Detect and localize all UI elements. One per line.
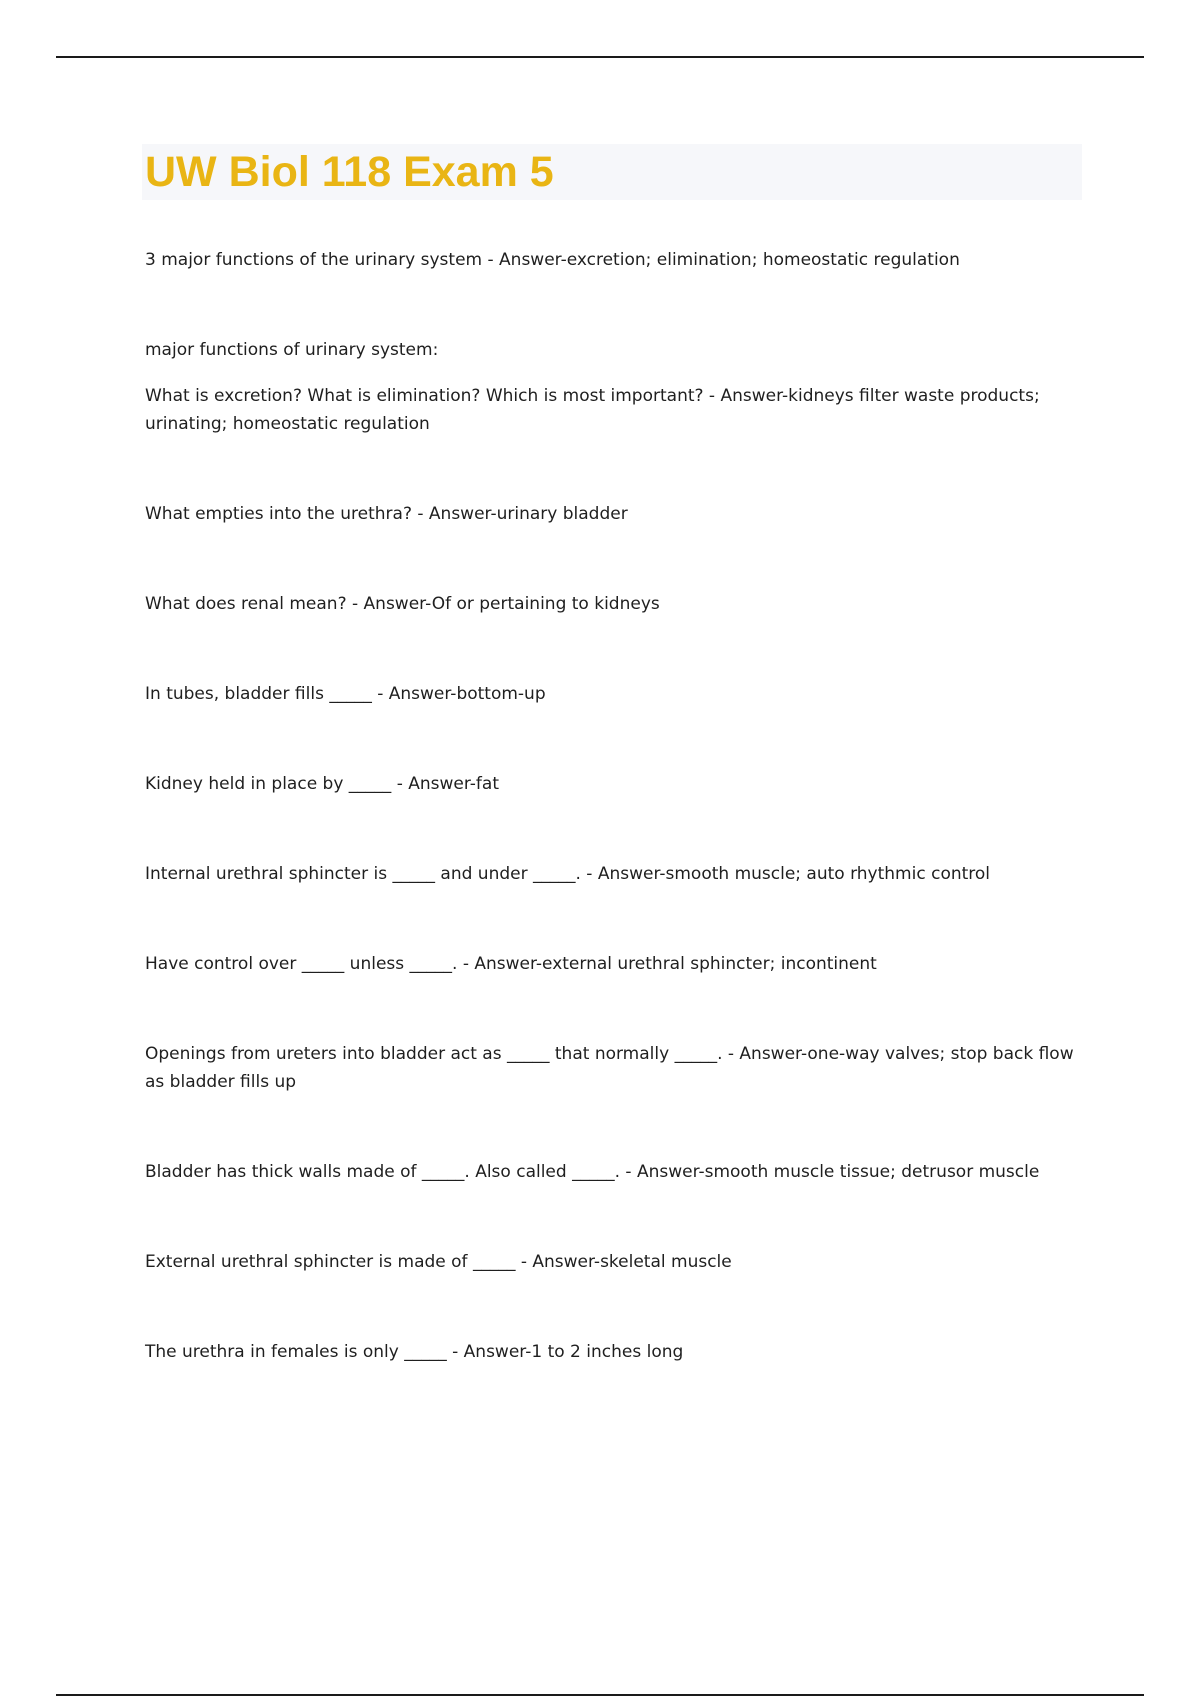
question-text: 3 major functions of the urinary system (145, 250, 483, 270)
answer-text: urinary bladder (496, 504, 628, 524)
qa-item (145, 1248, 1085, 1276)
question-text: Have control over _____ unless _____. (145, 954, 458, 974)
document-body (145, 246, 1085, 1428)
question-text: External urethral sphincter is made of _____ (145, 1252, 516, 1272)
answer-text: skeletal muscle (600, 1252, 732, 1272)
question-text: Internal urethral sphincter is _____ and under _____. (145, 864, 581, 884)
answer-separator: - Answer- (703, 386, 789, 406)
question-text: What is excretion? What is elimination? Which is most important? (145, 386, 704, 406)
qa-item (145, 770, 1085, 798)
qa-item (145, 1158, 1085, 1186)
answer-text: 1 to 2 inches long (531, 1342, 684, 1362)
answer-text: one-way valves; stop back flow as bladder fills up (145, 1044, 1074, 1092)
answer-separator: - Answer- (457, 954, 543, 974)
header-rule (56, 56, 1144, 58)
question-text: Openings from ureters into bladder act as _____ that normally _____. (145, 1044, 723, 1064)
answer-separator: - Answer- (346, 594, 432, 614)
answer-separator: - Answer- (482, 250, 567, 270)
answer-text: bottom-up (456, 684, 546, 704)
qa-item (145, 246, 1085, 274)
qa-item (145, 590, 1085, 618)
answer-text: kidneys filter waste products; urinating; homeostatic regulation (145, 386, 1040, 434)
answer-separator: - Answer- (371, 684, 457, 704)
answer-separator: - Answer- (620, 1162, 705, 1182)
answer-separator: - Answer- (580, 864, 666, 884)
qa-item (145, 680, 1085, 708)
answer-text: external urethral sphincter; incontinent (542, 954, 877, 974)
question-text: What empties into the urethra? (145, 504, 412, 524)
qa-item (145, 382, 1085, 438)
question-text: The urethra in females is only _____ (145, 1342, 447, 1362)
qa-item (145, 500, 1085, 528)
answer-text: Of or pertaining to kidneys (431, 594, 660, 614)
question-text: In tubes, bladder fills _____ (145, 684, 372, 704)
answer-separator: - Answer- (515, 1252, 601, 1272)
answer-separator: - Answer- (722, 1044, 808, 1064)
question-text: What does renal mean? (145, 594, 347, 614)
qa-item (145, 1338, 1085, 1366)
footer-rule (56, 1694, 1144, 1696)
qa-item (145, 950, 1085, 978)
answer-text: smooth muscle tissue; detrusor muscle (704, 1162, 1040, 1182)
document-title: UW Biol 118 Exam 5 (145, 148, 554, 196)
question-text: Kidney held in place by _____ (145, 774, 392, 794)
answer-text: smooth muscle; auto rhythmic control (665, 864, 991, 884)
qa-item (145, 860, 1085, 888)
answer-text: fat (475, 774, 499, 794)
answer-separator: - Answer- (446, 1342, 532, 1362)
section-heading: major functions of urinary system: (145, 340, 439, 360)
answer-separator: - Answer- (391, 774, 476, 794)
answer-separator: - Answer- (411, 504, 497, 524)
question-text: Bladder has thick walls made of _____. Also called _____. (145, 1162, 620, 1182)
answer-text: excretion; elimination; homeostatic regulation (566, 250, 960, 270)
qa-item (145, 1040, 1085, 1096)
